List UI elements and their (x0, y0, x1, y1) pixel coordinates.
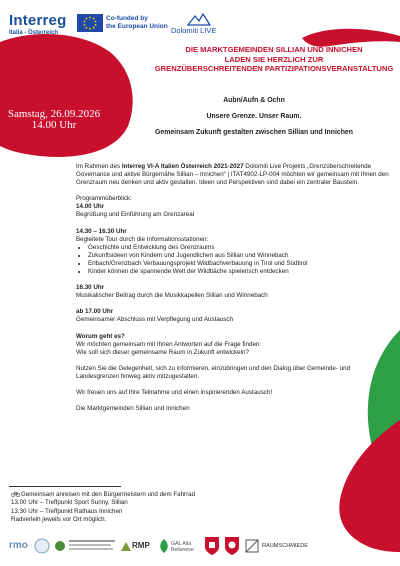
main-text (76, 163, 394, 413)
event-date: Samstag, 26.09.2026 (7, 108, 101, 120)
footer-divider (9, 486, 121, 487)
rmp-logo: RMP (121, 535, 157, 557)
event-motto: Unsere Grenze. Unser Raum. (206, 113, 302, 120)
raumschmiede-logo: RAUMSCHMIEDE (245, 535, 321, 557)
program-text: Gemeinsamer Abschluss mit Verpflegung und Austausch (76, 316, 234, 324)
bike-tour-info: Gemeinsam anreisen mit den Bürgermeistern und dem Fahrrad 13.00 Uhr – Treffpunkt Sport Sunny, Sillian 13.30 Uhr – Treffpunkt Rathaus Innichen Radverleih jeweils vor Ort möglich. (11, 491, 196, 524)
raumschmiede-mark-icon (245, 539, 259, 553)
program-heading: Programmüberblick: (76, 195, 132, 203)
why-line: Wir möchten gemeinsam mit Ihnen Antworten auf die Frage finden: (76, 340, 262, 348)
list-item: • Kinder können die spannende Welt der Wildbäche spielerisch entdecken (88, 268, 394, 276)
invitation-headline: DIE MARKTGEMEINDEN SILLIAN UND INNICHEN LADEN SIE HERZLICH ZUR GRENZÜBERSCHREITENDEN PARTIZIPATIONSVERANSTALTUNG (154, 45, 394, 74)
event-subtitle: Gemeinsam Zukunft gestalten zwischen Sillian und Innichen (155, 129, 353, 136)
why-line: Wie soll sich dieser gemeinsame Raum in Zukunft entwickeln? (76, 348, 249, 356)
sillian-coat-of-arms-icon (203, 535, 221, 557)
event-date-time (0, 109, 108, 131)
list-item: • Erlbach/Grenzbach Verbauungsprojekt Wildbachverbauung in Tirol und Südtirol (88, 260, 394, 268)
rmo-logo: rmo (9, 540, 28, 551)
event-time: 14.00 Uhr (31, 119, 77, 131)
program-time: ab 17.00 Uhr (76, 308, 114, 316)
interreg-region: Italia - Österreich (9, 30, 59, 36)
partner-circle-logo (33, 535, 51, 557)
mountain-icon (187, 13, 211, 26)
program-text: Begleitete Tour durch die Informationsstationen: (76, 235, 209, 243)
program-text: Begrüßung und Einführung am Grenzareal (76, 211, 195, 219)
gal-logo: GAL Alta Bellunese (159, 535, 201, 557)
program-time: 14.30 – 16.30 Uhr (76, 227, 127, 235)
event-place: Aubn/Aufn & Ochn (223, 97, 285, 104)
interreg-name: Interreg (9, 12, 67, 29)
why-heading: Worum geht es? (76, 332, 125, 340)
red-blob-left (0, 34, 133, 157)
eu-flag-icon (77, 14, 103, 32)
partner-logos (9, 535, 321, 557)
bicycle-icon (11, 491, 20, 497)
dolomiti-live-text: Dolomiti LIVE (171, 26, 217, 35)
partner-emblem-logo (53, 535, 67, 557)
list-item: • Zukunftsideen von Kindern und Jugendlichen aus Sillian und Winnebach (88, 252, 394, 260)
leaf-icon (159, 539, 169, 553)
partner-text-logo (69, 535, 119, 557)
mountain-icon (121, 540, 131, 552)
program-time: 14.00 Uhr (76, 203, 105, 211)
closing-thanks: Wir freuen uns auf Ihre Teilnahme und einen inspirierenden Austausch! (76, 388, 273, 396)
eu-cofunded-label: Co-funded by the European Union (106, 15, 168, 30)
program-text: Musikalischer Beitrag durch die Musikkapellen Sillian und Winnebach (76, 292, 268, 300)
interreg-logo (9, 13, 75, 36)
intro-paragraph: Im Rahmen des Interreg VI-A Italien Österreich 2021-2027 Dolomiti Live Projekts „Grenzüberschreitende Governance und aktive Bürgernähe Sillian – Innichen“ | ITAT4902-LP-004 möchten wir gemeinsam mit Ihnen den Grenzraum neu denken und aktiv gestalten. Ideen und Perspektiven sind dabei ein zentraler Baustein. (76, 163, 389, 187)
program-time: 16.30 Uhr (76, 284, 105, 292)
signature: Die Marktgemeinden Sillian und Innichen (76, 405, 190, 413)
list-item: • Geschichte und Entwicklung des Grenzraums (88, 244, 394, 252)
innichen-coat-of-arms-icon (223, 535, 241, 557)
tour-stations-list (76, 244, 394, 276)
red-blob-bottom-right (339, 420, 400, 552)
closing-paragraph: Nutzen Sie die Gelegenheit, sich zu informieren, einzubringen und den Dialog über Gemeinde- und Landesgrenzen hinweg aktiv mitzugestalten. (76, 364, 351, 380)
